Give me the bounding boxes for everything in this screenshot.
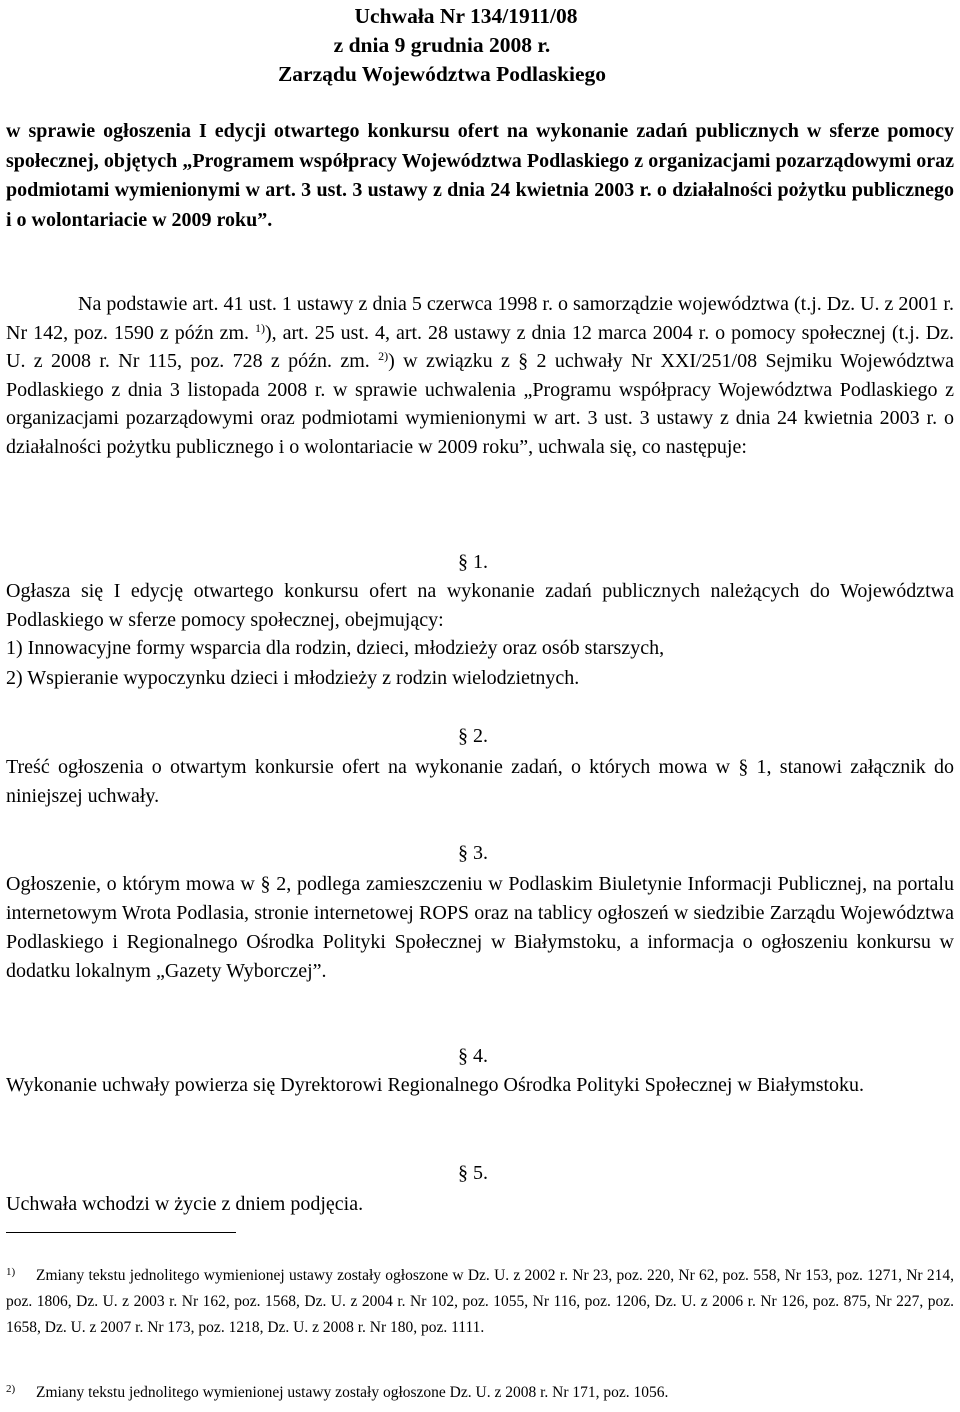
section-5-number: § 5. [458, 1162, 488, 1184]
footnote-1-text: Zmiany tekstu jednolitego wymienionej ustawy zostały ogłoszone w Dz. U. z 2002 r. Nr 23, poz. 220, Nr 62, poz. 558, Nr 153, poz. 1271, Nr 214, poz. 1806, Dz. U. z 2003 r. Nr 162, poz. 1568, Dz. U. z 2004 r. Nr 102, poz. 1055, Nr 116, poz. 1206, Dz. U. z 2006 r. Nr 126, poz. 875, Nr 227, poz. 1658, Dz. U. z 2007 r. Nr 173, poz. 1218, Dz. U. z 2008 r. Nr 180, poz. 1111. [6, 1267, 954, 1336]
document-header [0, 2, 960, 89]
section-5-text: Uchwała wchodzi w życie z dniem podjęcia. [6, 1193, 364, 1215]
footnote-2-mark: 2) [6, 1383, 16, 1395]
footnote-ref-1: 1) [255, 320, 265, 335]
preamble-part-1: Na podstawie art. 41 ust. 1 ustawy z dnia 5 czerwca 1998 r. o samorządzie województwa (t.j. Dz. U. z 2001 r. Nr 142, poz. 1590 z późn zm. [6, 293, 954, 344]
resolution-subject: w sprawie ogłoszenia I edycji otwartego konkursu ofert na wykonanie zadań publicznych w sferze pomocy społecznej, objętych „Programem współpracy Województwa Podlaskiego z organizacjami pozarządowymi oraz podmiotami wymienionymi w art. 3 ust. 3 ustawy z dnia 24 kwietnia 2003 r. o działalności pożytku publicznego i o wolontariacie w 2009 roku”. [6, 120, 954, 231]
section-3-text: Ogłoszenie, o którym mowa w § 2, podlega zamieszczeniu w Podlaskim Biuletynie Informacji Publicznej, na portalu internetowym Wrota Podlasia, stronie internetowej ROPS oraz na tablicy ogłoszeń w siedzibie Zarządu Województwa Podlaskiego i Regionalnego Ośrodka Polityki Społecznej w Białymstoku, a informacja o ogłoszeniu konkursu w dodatku lokalnym „Gazety Wyborczej”. [6, 873, 954, 982]
preamble [6, 290, 954, 461]
section-2-text: Treść ogłoszenia o otwartym konkursie ofert na wykonanie zadań, o których mowa w § 1, stanowi załącznik do niniejszej uchwały. [6, 756, 954, 807]
resolution-issuer: Zarządu Województwa Podlaskiego [277, 62, 607, 86]
section-3-number: § 3. [458, 842, 488, 864]
footnote-ref-2: 2) [378, 349, 389, 363]
section-4-text: Wykonanie uchwały powierza się Dyrektorowi Regionalnego Ośrodka Polityki Społecznej w Białymstoku. [6, 1074, 865, 1096]
footnote-divider [6, 1232, 236, 1233]
section-4-number: § 4. [458, 1045, 488, 1067]
section-2-number: § 2. [458, 725, 488, 747]
footnote-2 [6, 1380, 954, 1406]
preamble-part-3: ) w związku z § 2 uchwały Nr XXI/251/08 Sejmiku Województwa Podlaskiego z dnia 3 listopada 2008 r. w sprawie uchwalenia „Programu współpracy Województwa Podlaskiego z organizacjami pozarządowymi oraz podmiotami wymienionymi w art. 3 ust. 3 ustawy z dnia 24 kwietnia 2003 r. o działalności pożytku publicznego i o wolontariacie w 2009 roku”, uchwala się, co następuje: [6, 350, 955, 458]
footnote-1 [6, 1263, 954, 1341]
resolution-title: Uchwała Nr 134/1911/08 [354, 4, 578, 28]
section-1-text: Ogłasza się I edycję otwartego konkursu ofert na wykonanie zadań publicznych należących do Województwa Podlaskiego w sferze pomocy społecznej, obejmujący: [6, 580, 954, 631]
footnote-1-mark: 1) [6, 1266, 16, 1278]
resolution-date: z dnia 9 grudnia 2008 r. [333, 33, 551, 57]
footnote-2-text: Zmiany tekstu jednolitego wymienionej ustawy zostały ogłoszone Dz. U. z 2008 r. Nr 171, poz. 1056. [36, 1384, 669, 1401]
section-1-item-1: 1) Innowacyjne formy wsparcia dla rodzin, dzieci, młodzieży oraz osób starszych, [6, 637, 665, 659]
section-1-item-2: 2) Wspieranie wypoczynku dzieci i młodzieży z rodzin wielodzietnych. [6, 667, 580, 689]
section-1-number: § 1. [458, 551, 488, 573]
preamble-part-2: ), art. 25 ust. 4, art. 28 ustawy z dnia 12 marca 2004 r. o pomocy społecznej (t.j. Dz. U. z 2008 r. Nr 115, poz. 728 z późn. zm. [6, 321, 955, 372]
